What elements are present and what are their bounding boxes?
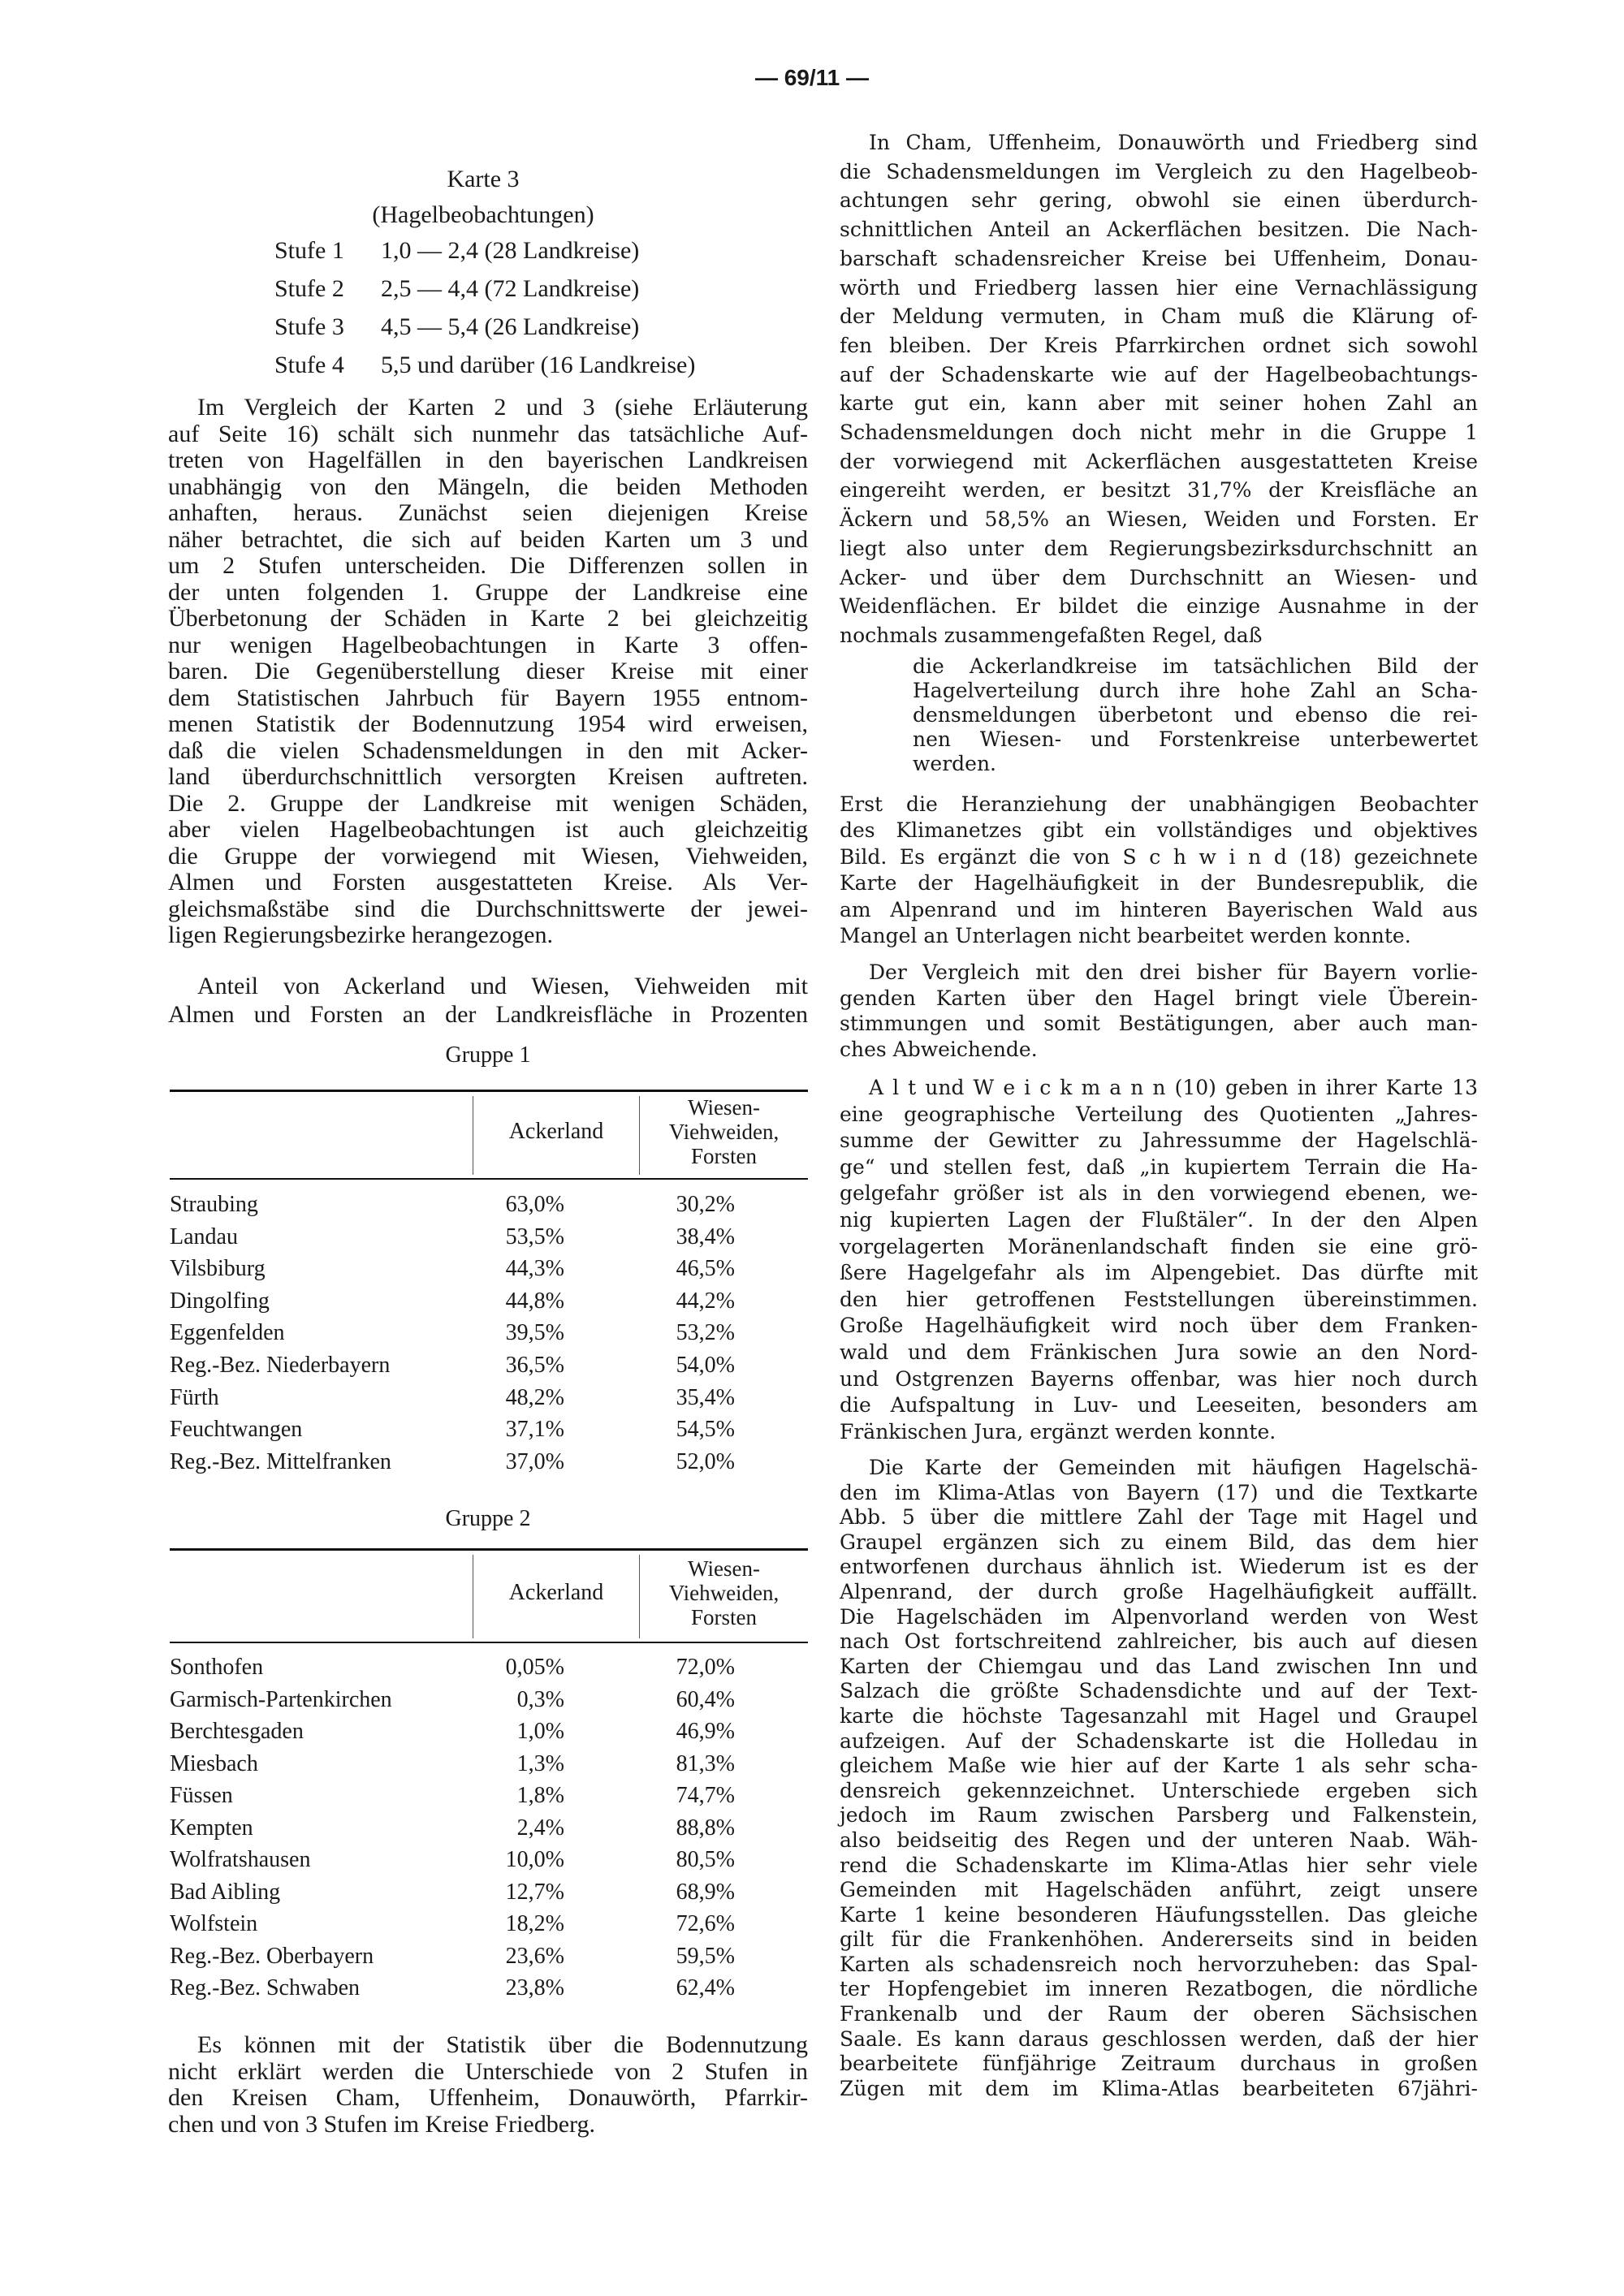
text-line: land überdurchschnittlich versorgten Kreisen auftreten. (168, 763, 808, 790)
row-name: Landau (170, 1224, 238, 1249)
stufe-range: 4,5 — 5,4 (26 Landkreise) (381, 313, 640, 340)
left-paragraph-1 (168, 395, 808, 949)
text-line: näher betrachtet, die sich auf beiden Karten um 3 und (168, 525, 808, 553)
column-header-ackerland: Ackerland (508, 1579, 604, 1605)
row-name: Sonthofen (170, 1655, 264, 1680)
text-line: In Cham, Uffenheim, Donauwörth und Friedberg sind (869, 131, 1478, 154)
row-name: Straubing (170, 1192, 258, 1217)
table-row (170, 1847, 808, 1880)
right-paragraph-5 (840, 1456, 1478, 2101)
row-ackerland: 23,8% (505, 1975, 564, 2000)
text-line: Abb. 5 über die mittlere Zahl der Tage mit Hagel und (840, 1505, 1478, 1530)
text-line: dem Statistischen Jahrbuch für Bayern 1955 entnom- (168, 684, 808, 711)
row-wiesen: 59,5% (676, 1943, 735, 1969)
page-number: — 69/11 — (754, 65, 870, 90)
text-line: Äckern und 58,5% an Wiesen, Weiden und Forsten. Er (840, 507, 1478, 532)
text-line: nig kupierten Lagen der Flußtäler“. In der den Alpen (840, 1207, 1478, 1232)
text-line: eingereiht werden, er besitzt 31,7% der Kreisfläche an (840, 478, 1478, 503)
row-ackerland: 18,2% (505, 1911, 564, 1936)
table-row (170, 1320, 808, 1353)
right-paragraph-2 (840, 792, 1478, 949)
table-caption (168, 972, 808, 1029)
row-name: Reg.-Bez. Oberbayern (170, 1943, 374, 1969)
text-line: eine geographische Verteilung des Quotienten „Jahres- (840, 1102, 1478, 1126)
text-line: ligen Regierungsbezirke herangezogen. (168, 921, 553, 948)
row-ackerland: 1,8% (516, 1783, 564, 1808)
text-line: Im Vergleich der Karten 2 und 3 (siehe Erläuterung (197, 394, 808, 421)
text-line: jedoch im Raum zwischen Parsberg und Falkenstein, (840, 1803, 1478, 1828)
row-name: Eggenfelden (170, 1320, 285, 1346)
text-line: aufzeigen. Auf der Schadenskarte ist die Holledau in (840, 1728, 1478, 1753)
text-line: densreich gekennzeichnet. Unterschiede ergeben sich (840, 1778, 1478, 1802)
text-line: unabhängig von den Mängeln, die beiden Methoden (168, 473, 808, 500)
text-line: ge“ und stellen fest, daß „in kupiertem Terrain die Ha- (840, 1154, 1478, 1179)
row-wiesen: 74,7% (676, 1783, 735, 1808)
text-line: werden. (913, 752, 996, 775)
left-paragraph-2 (168, 2032, 808, 2138)
text-line: der Meldung vermuten, in Cham muß die Klärung of- (840, 304, 1478, 329)
text-line: Saale. Es kann daraus geschlossen werden, daß der hier (840, 2026, 1478, 2051)
text-line: Große Hagelhäufigkeit wird noch über dem Franken- (840, 1314, 1478, 1338)
row-name: Vilsbiburg (170, 1256, 266, 1282)
table-row (170, 1880, 808, 1912)
table-row (170, 1783, 808, 1815)
row-wiesen: 62,4% (676, 1975, 735, 2000)
column-header-ackerland: Ackerland (508, 1118, 604, 1144)
text-line: karte gut ein, kann aber mit seiner hohen Zahl an (840, 391, 1478, 416)
text-line: wald und dem Fränkischen Jura sowie an den Nord- (840, 1340, 1478, 1364)
text-line: den im Klima-Atlas von Bayern (17) und die Textkarte (840, 1480, 1478, 1504)
row-ackerland: 0,3% (516, 1686, 564, 1712)
table-row (170, 1385, 808, 1418)
text-line: gilt für die Frankenhöhen. Andererseits sind in beiden (840, 1927, 1478, 1952)
table-title: Gruppe 1 (445, 1042, 531, 1068)
text-line: gelgefahr größer ist als in den vorwiegend ebenen, we- (840, 1181, 1478, 1206)
row-name: Wolfratshausen (170, 1847, 311, 1872)
text-line: menen Statistik der Bodennutzung 1954 wird erweisen, (168, 710, 808, 737)
table-top-rule (170, 1548, 808, 1551)
text-line: ches Abweichende. (840, 1038, 1038, 1062)
text-line: Almen und Forsten ausgestatteten Kreise. Als Ver- (168, 869, 808, 896)
text-line: karte die höchste Tagesanzahl mit Hagel und Graupel (840, 1703, 1478, 1728)
text-line: Zügen mit dem im Klima-Atlas bearbeiteten 67jähri- (840, 2076, 1478, 2100)
row-wiesen: 54,0% (676, 1353, 735, 1378)
row-name: Bad Aibling (170, 1879, 281, 1905)
row-wiesen: 30,2% (676, 1192, 735, 1217)
text-line: aber vielen Hagelbeobachtungen ist auch gleichzeitig (168, 816, 808, 843)
row-wiesen: 60,4% (676, 1686, 735, 1712)
text-line: des Klimanetzes gibt ein vollständiges und objektives (840, 818, 1478, 843)
table-row (170, 1687, 808, 1720)
stufe-range: 1,0 — 2,4 (28 Landkreise) (381, 237, 640, 264)
text-line: nur wenigen Hagelbeobachtungen in Karte 3 offen- (168, 631, 808, 658)
row-wiesen: 72,0% (676, 1655, 735, 1680)
column-header-wiesen: Forsten (691, 1143, 757, 1168)
row-ackerland: 48,2% (505, 1384, 564, 1410)
table-row (170, 1256, 808, 1288)
text-line: densmeldungen überbetont und ebenso die rei- (913, 703, 1478, 727)
column-header-wiesen: Viehweiden, (668, 1580, 780, 1605)
row-name: Dingolfing (170, 1288, 270, 1314)
text-line: anhaften, heraus. Zunächst seien diejenigen Kreise (168, 499, 808, 526)
row-wiesen: 72,6% (676, 1911, 735, 1936)
column-header-wiesen: Viehweiden, (668, 1119, 780, 1144)
text-line: Es können mit der Statistik über die Bodennutzung (197, 2031, 808, 2058)
text-line: Acker- und über dem Durchschnitt an Wiesen- und (840, 565, 1478, 589)
text-line: fen bleiben. Der Kreis Pfarrkirchen ordnet sich sowohl (840, 333, 1478, 357)
text-line: A l t und W e i c k m a n n (10) geben in ihrer Karte 13 (869, 1076, 1478, 1099)
text-line: Überbetonung der Schäden in Karte 2 bei gleichzeitig (168, 605, 808, 632)
text-line: achtungen sehr gering, obwohl sie einen überdurch- (840, 188, 1478, 213)
text-line: genden Karten über den Hagel bringt viele Überein- (840, 986, 1478, 1010)
text-line: nicht erklärt werden die Unterschiede von 2 Stufen in (168, 2057, 808, 2085)
row-wiesen: 68,9% (676, 1879, 735, 1905)
text-line: summe der Gewitter zu Jahressumme der Hagelschlä- (840, 1129, 1478, 1153)
text-line: Die 2. Gruppe der Landkreise mit wenigen Schäden, (168, 789, 808, 817)
text-line: Mangel an Unterlagen nicht bearbeitet werden konnte. (840, 924, 1411, 948)
row-name: Reg.-Bez. Mittelfranken (170, 1448, 391, 1474)
text-line: ter Hopfengebiet im inneren Rezatbogen, die nördliche (840, 1977, 1478, 2001)
table-row (170, 1911, 808, 1944)
text-line: Alpenrand, der durch große Hagelhäufigkeit auffällt. (840, 1579, 1478, 1603)
row-name: Reg.-Bez. Niederbayern (170, 1353, 391, 1378)
text-line: schnittlichen Anteil an Ackerflächen besitzen. Die Nach- (840, 218, 1478, 242)
row-wiesen: 88,8% (676, 1815, 735, 1841)
row-name: Reg.-Bez. Schwaben (170, 1975, 361, 2000)
text-line: Karte 1 keine besonderen Häufungsstellen. Das gleiche (840, 1902, 1478, 1927)
text-line: ßere Hagelgefahr als im Alpengebiet. Das dürfte mit (840, 1261, 1478, 1285)
row-ackerland: 23,6% (505, 1943, 564, 1969)
row-ackerland: 44,8% (505, 1288, 564, 1314)
text-line: Gemeinden mit Hagelschäden anführt, zeigt unsere (840, 1878, 1478, 1902)
stufe-label: Stufe 4 (274, 352, 344, 378)
table-row (170, 1975, 808, 2008)
text-line: daß die vielen Schadensmeldungen in den mit Acker- (168, 736, 808, 764)
table-row (170, 1751, 808, 1784)
text-line: Anteil von Ackerland und Wiesen, Viehweiden mit (197, 973, 808, 999)
row-ackerland: 44,3% (505, 1256, 564, 1282)
row-ackerland: 53,5% (505, 1224, 564, 1249)
text-line: Weidenflächen. Er bildet die einzige Ausnahme in der (840, 594, 1478, 619)
text-line: stimmungen und somit Bestätigungen, aber auch man- (840, 1012, 1478, 1036)
column-header-wiesen: Wiesen- (688, 1094, 760, 1120)
text-line: die Aufspaltung in Luv- und Leeseiten, besonders am (840, 1393, 1478, 1418)
stufe-label: Stufe 3 (274, 313, 344, 340)
text-line: Fränkischen Jura, ergänzt werden konnte. (840, 1419, 1276, 1444)
text-line: Frankenalb und der Raum der oberen Sächsischen (840, 2002, 1478, 2026)
column-header-wiesen: Wiesen- (688, 1556, 760, 1581)
row-ackerland: 36,5% (505, 1353, 564, 1378)
row-wiesen: 53,2% (676, 1320, 735, 1346)
row-ackerland: 39,5% (505, 1320, 564, 1346)
text-line: gleichem Maße wie hier auf der Karte 1 als sehr scha- (840, 1754, 1478, 1778)
legend-stufe-3 (274, 313, 639, 346)
table-row (170, 1288, 808, 1321)
row-ackerland: 63,0% (505, 1192, 564, 1217)
text-line: vorgelagerten Moränenlandschaft finden sie eine grö- (840, 1234, 1478, 1258)
row-ackerland: 12,7% (505, 1879, 564, 1905)
row-wiesen: 81,3% (676, 1750, 735, 1776)
right-paragraph-4 (840, 1075, 1478, 1445)
text-line: nen Wiesen- und Forstenkreise unterbewertet (913, 727, 1478, 751)
row-name: Kempten (170, 1815, 253, 1841)
text-line: die Schadensmeldungen im Vergleich zu den Hagelbeob- (840, 159, 1478, 183)
text-line: den hier getroffenen Feststellungen übereinstimmen. (840, 1287, 1478, 1311)
table-row (170, 1815, 808, 1848)
row-wiesen: 46,9% (676, 1719, 735, 1744)
stufe-range: 5,5 und darüber (16 Landkreise) (381, 352, 696, 378)
text-line: treten von Hagelfällen in den bayerischen Landkreisen (168, 447, 808, 473)
row-ackerland: 10,0% (505, 1847, 564, 1872)
text-line: der vorwiegend mit Ackerflächen ausgestatteten Kreise (840, 449, 1478, 473)
legend-stufe-2 (274, 275, 639, 308)
indented-quote (913, 654, 1478, 776)
right-paragraph-3 (840, 960, 1478, 1063)
text-line: Der Vergleich mit den drei bisher für Bayern vorlie- (869, 960, 1478, 984)
table-title: Gruppe 2 (445, 1506, 531, 1531)
row-ackerland: 0,05% (505, 1655, 564, 1680)
table-top-rule (170, 1090, 808, 1092)
text-line: wörth und Friedberg lassen hier eine Vernachlässigung (840, 275, 1478, 300)
legend-subtitle: (Hagelbeobachtungen) (372, 201, 594, 228)
text-line: baren. Die Gegenüberstellung dieser Kreise mit einer (168, 658, 808, 684)
row-ackerland: 37,0% (505, 1448, 564, 1474)
text-line: nochmals zusammengefaßten Regel, daß (840, 623, 1263, 647)
stufe-label: Stufe 1 (274, 237, 344, 264)
row-ackerland: 2,4% (516, 1815, 564, 1841)
row-name: Füssen (170, 1783, 233, 1808)
text-line: Die Hagelschäden im Alpenvorland werden von West (840, 1604, 1478, 1629)
table-row (170, 1224, 808, 1257)
text-line: die Gruppe der vorwiegend mit Wiesen, Viehweiden, (168, 842, 808, 870)
text-line: Karten als schadensreich noch hervorzuheben: das Spal- (840, 1952, 1478, 1976)
text-line: der unten folgenden 1. Gruppe der Landkreise eine (168, 578, 808, 606)
text-line: Hagelverteilung durch ihre hohe Zahl an Scha- (913, 679, 1478, 702)
table-header-rule (170, 1642, 808, 1643)
text-line: rend die Schadenskarte im Klima-Atlas hier sehr viele (840, 1853, 1478, 1877)
text-line: am Alpenrand und im hinteren Bayerischen Wald aus (840, 897, 1478, 921)
table-row (170, 1192, 808, 1224)
text-line: liegt also unter dem Regierungsbezirksdurchschnitt an (840, 536, 1478, 560)
text-line: nach Ost fortschreitend zahlreicher, bis auch auf diesen (840, 1629, 1478, 1654)
row-wiesen: 46,5% (676, 1256, 735, 1282)
text-line: Bild. Es ergänzt die von S c h w i n d (18) gezeichnete (840, 844, 1478, 869)
text-line: barschaft schadensreicher Kreise bei Uffenheim, Donau- (840, 246, 1478, 270)
text-line: Graupel ergänzen sich zu einem Bild, das dem hier (840, 1530, 1478, 1554)
text-line: Almen und Forsten an der Landkreisfläche in Prozenten (168, 1001, 808, 1028)
legend-stufe-1 (274, 237, 639, 270)
row-name: Fürth (170, 1384, 219, 1410)
row-ackerland: 37,1% (505, 1417, 564, 1443)
stufe-label: Stufe 2 (274, 275, 344, 302)
text-line: also beidseitig des Regen und der unteren Naab. Wäh- (840, 1828, 1478, 1852)
text-line: entworfenen durchaus ähnlich ist. Wiederum ist es der (840, 1555, 1478, 1579)
text-line: die Ackerlandkreise im tatsächlichen Bild der (913, 654, 1478, 678)
text-line: bearbeitete fünfjährige Zeitraum durchaus in großen (840, 2052, 1478, 2076)
legend-title: Karte 3 (447, 166, 520, 192)
row-name: Berchtesgaden (170, 1719, 304, 1744)
row-wiesen: 54,5% (676, 1417, 735, 1443)
text-line: Karte der Hagelhäufigkeit in der Bundesrepublik, die (840, 871, 1478, 896)
text-line: Salzach die größte Schadensdichte und auf der Text- (840, 1679, 1478, 1703)
row-ackerland: 1,0% (516, 1719, 564, 1744)
row-ackerland: 1,3% (516, 1750, 564, 1776)
text-line: um 2 Stufen unterscheiden. Die Differenzen sollen in (168, 552, 808, 579)
right-paragraph-1 (840, 128, 1478, 650)
row-name: Wolfstein (170, 1911, 258, 1936)
table-header-rule (170, 1178, 808, 1180)
table-row (170, 1655, 808, 1687)
row-name: Garmisch-Partenkirchen (170, 1686, 392, 1712)
column-header-wiesen: Forsten (691, 1604, 757, 1629)
text-line: Erst die Heranziehung der unabhängigen Beobachter (840, 792, 1478, 816)
text-line: Schadensmeldungen doch nicht mehr in die Gruppe 1 (840, 421, 1478, 445)
row-wiesen: 38,4% (676, 1224, 735, 1249)
table-row (170, 1449, 808, 1482)
text-line: den Kreisen Cham, Uffenheim, Donauwörth, Pfarrkir- (168, 2084, 808, 2112)
text-line: und Ostgrenzen Bayerns offenbar, was hier noch durch (840, 1366, 1478, 1391)
row-name: Miesbach (170, 1750, 258, 1776)
row-wiesen: 80,5% (676, 1847, 735, 1872)
row-wiesen: 44,2% (676, 1288, 735, 1314)
legend-stufe-4 (274, 352, 695, 384)
table-row (170, 1353, 808, 1385)
text-line: gleichsmaßstäbe sind die Durchschnittswerte der jewei- (168, 895, 808, 922)
text-line: chen und von 3 Stufen im Kreise Friedberg. (168, 2111, 596, 2138)
row-wiesen: 52,0% (676, 1448, 735, 1474)
table-row (170, 1719, 808, 1751)
row-name: Feuchtwangen (170, 1417, 303, 1443)
stufe-range: 2,5 — 4,4 (72 Landkreise) (381, 275, 640, 302)
table-row (170, 1417, 808, 1449)
text-line: Karten der Chiemgau und das Land zwischen Inn und (840, 1654, 1478, 1678)
text-line: auf der Schadenskarte wie auf der Hagelbeobachtungs- (840, 362, 1478, 386)
text-line: Die Karte der Gemeinden mit häufigen Hagelschä- (869, 1456, 1478, 1479)
table-row (170, 1944, 808, 1976)
row-wiesen: 35,4% (676, 1384, 735, 1410)
text-line: auf Seite 16) schält sich nunmehr das tatsächliche Auf- (168, 420, 808, 447)
